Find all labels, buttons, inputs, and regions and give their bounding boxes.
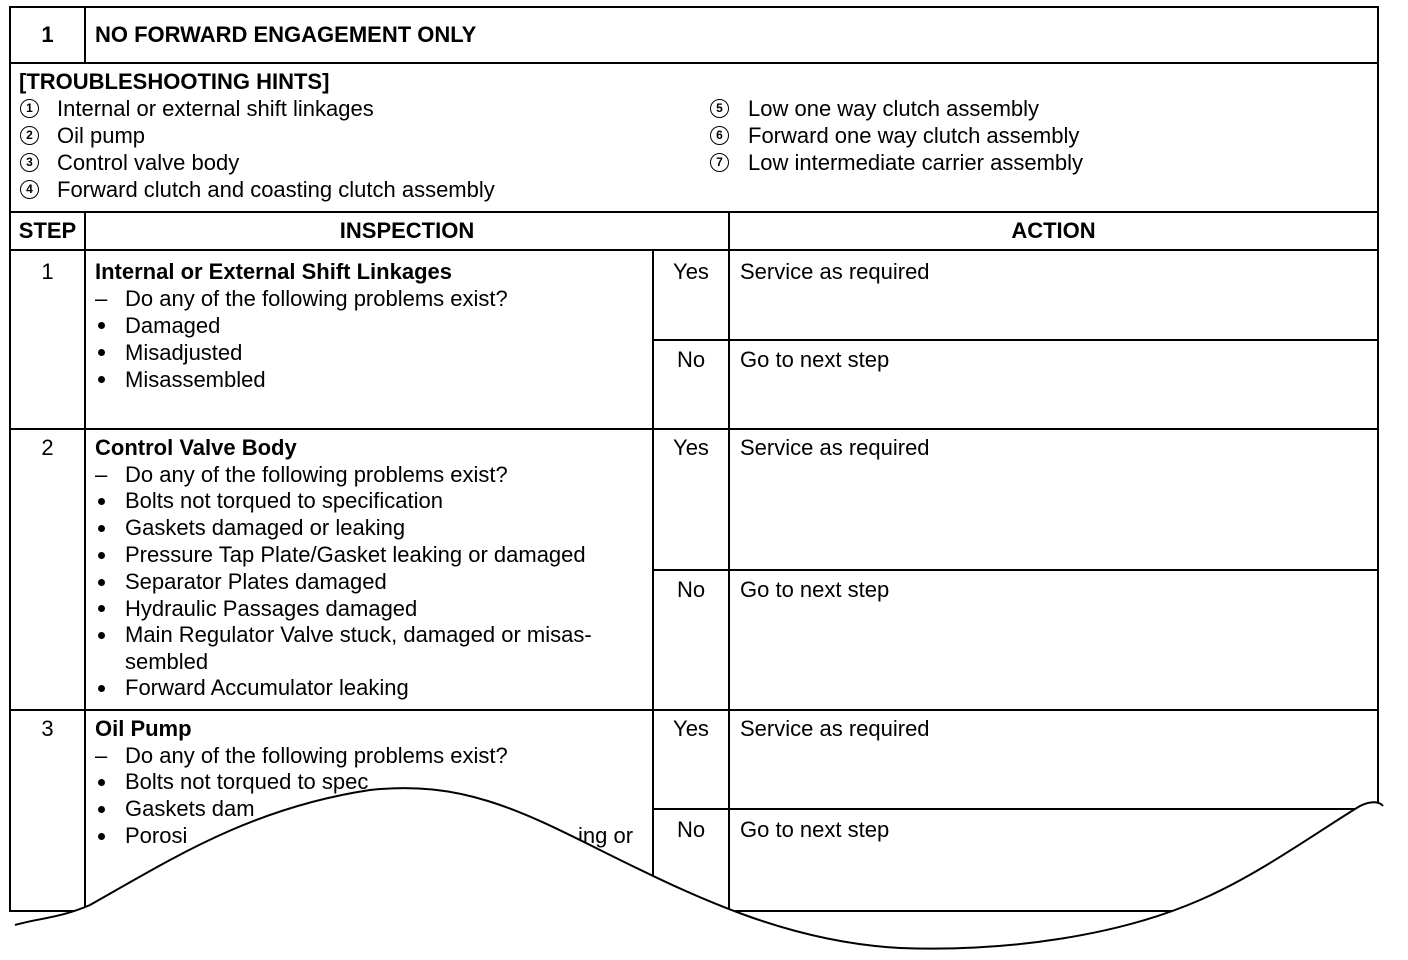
- hint-number-badge: 1: [20, 99, 39, 118]
- no-label: No: [676, 817, 706, 842]
- no-label: No: [676, 347, 706, 372]
- list-item: Bolts not torqued to specification: [125, 488, 443, 513]
- yes-action: Service as required: [740, 716, 930, 741]
- hint-number-badge: 4: [20, 180, 39, 199]
- yes-action: Service as required: [740, 259, 930, 284]
- hint-number-badge: 3: [20, 153, 39, 172]
- list-item: Forward Accumulator leaking: [125, 675, 409, 700]
- list-item: Main Regulator Valve stuck, damaged or misas-: [125, 622, 592, 647]
- step-number: 1: [41, 259, 54, 284]
- list-item: Separator Plates damaged: [125, 569, 387, 594]
- hint-number-badge: 7: [710, 153, 729, 172]
- list-item: Hydraulic Passages damaged: [125, 596, 418, 621]
- hint-number-badge: 2: [20, 126, 39, 145]
- step-question: Do any of the following problems exist?: [125, 286, 508, 311]
- hint-text: Forward clutch and coasting clutch assembly: [57, 177, 495, 202]
- yes-label: Yes: [673, 716, 709, 741]
- step-title: Oil Pump: [95, 716, 192, 741]
- yes-label: Yes: [673, 259, 709, 284]
- list-item: Porosi: [125, 823, 188, 848]
- hint-number-badge: 6: [710, 126, 729, 145]
- no-action: Go to next step: [740, 817, 890, 842]
- step-question: Do any of the following problems exist?: [125, 743, 508, 768]
- header-title: NO FORWARD ENGAGEMENT ONLY: [95, 22, 477, 47]
- list-item-fragment: ing or: [578, 823, 634, 848]
- list-item: Damaged: [125, 313, 221, 338]
- list-item-continuation: sembled: [125, 649, 209, 674]
- hint-text: Oil pump: [57, 123, 146, 148]
- dash-marker: –: [95, 286, 108, 311]
- list-item: Misadjusted: [125, 340, 243, 365]
- no-action: Go to next step: [740, 347, 890, 372]
- step-number: 2: [41, 435, 54, 460]
- list-item: Bolts not torqued to spec: [125, 769, 369, 794]
- hint-text: Low intermediate carrier assembly: [748, 150, 1084, 175]
- list-item: Misassembled: [125, 367, 266, 392]
- step-number: 3: [41, 716, 54, 741]
- hint-text: Low one way clutch assembly: [748, 96, 1040, 121]
- list-item: Pressure Tap Plate/Gasket leaking or damaged: [125, 542, 586, 567]
- step-title: Internal or External Shift Linkages: [95, 259, 452, 284]
- list-item: Gaskets dam: [125, 796, 255, 821]
- yes-action: Service as required: [740, 435, 930, 460]
- step-question: Do any of the following problems exist?: [125, 462, 508, 487]
- list-item: Gaskets damaged or leaking: [125, 515, 406, 540]
- hint-text: Control valve body: [57, 150, 240, 175]
- hint-number-badge: 5: [710, 99, 729, 118]
- header-number: 1: [41, 22, 54, 47]
- hint-text: Forward one way clutch assembly: [748, 123, 1080, 148]
- hints-title: [TROUBLESHOOTING HINTS]: [19, 69, 330, 94]
- dash-marker: –: [95, 743, 108, 768]
- no-label: No: [676, 577, 706, 602]
- step-title: Control Valve Body: [95, 435, 297, 460]
- hint-text: Internal or external shift linkages: [57, 96, 374, 121]
- dash-marker: –: [95, 462, 108, 487]
- yes-label: Yes: [673, 435, 709, 460]
- column-header-action: ACTION: [1011, 218, 1096, 243]
- no-action: Go to next step: [740, 577, 890, 602]
- column-header-inspection: INSPECTION: [339, 218, 475, 243]
- column-header-step: STEP: [18, 218, 77, 243]
